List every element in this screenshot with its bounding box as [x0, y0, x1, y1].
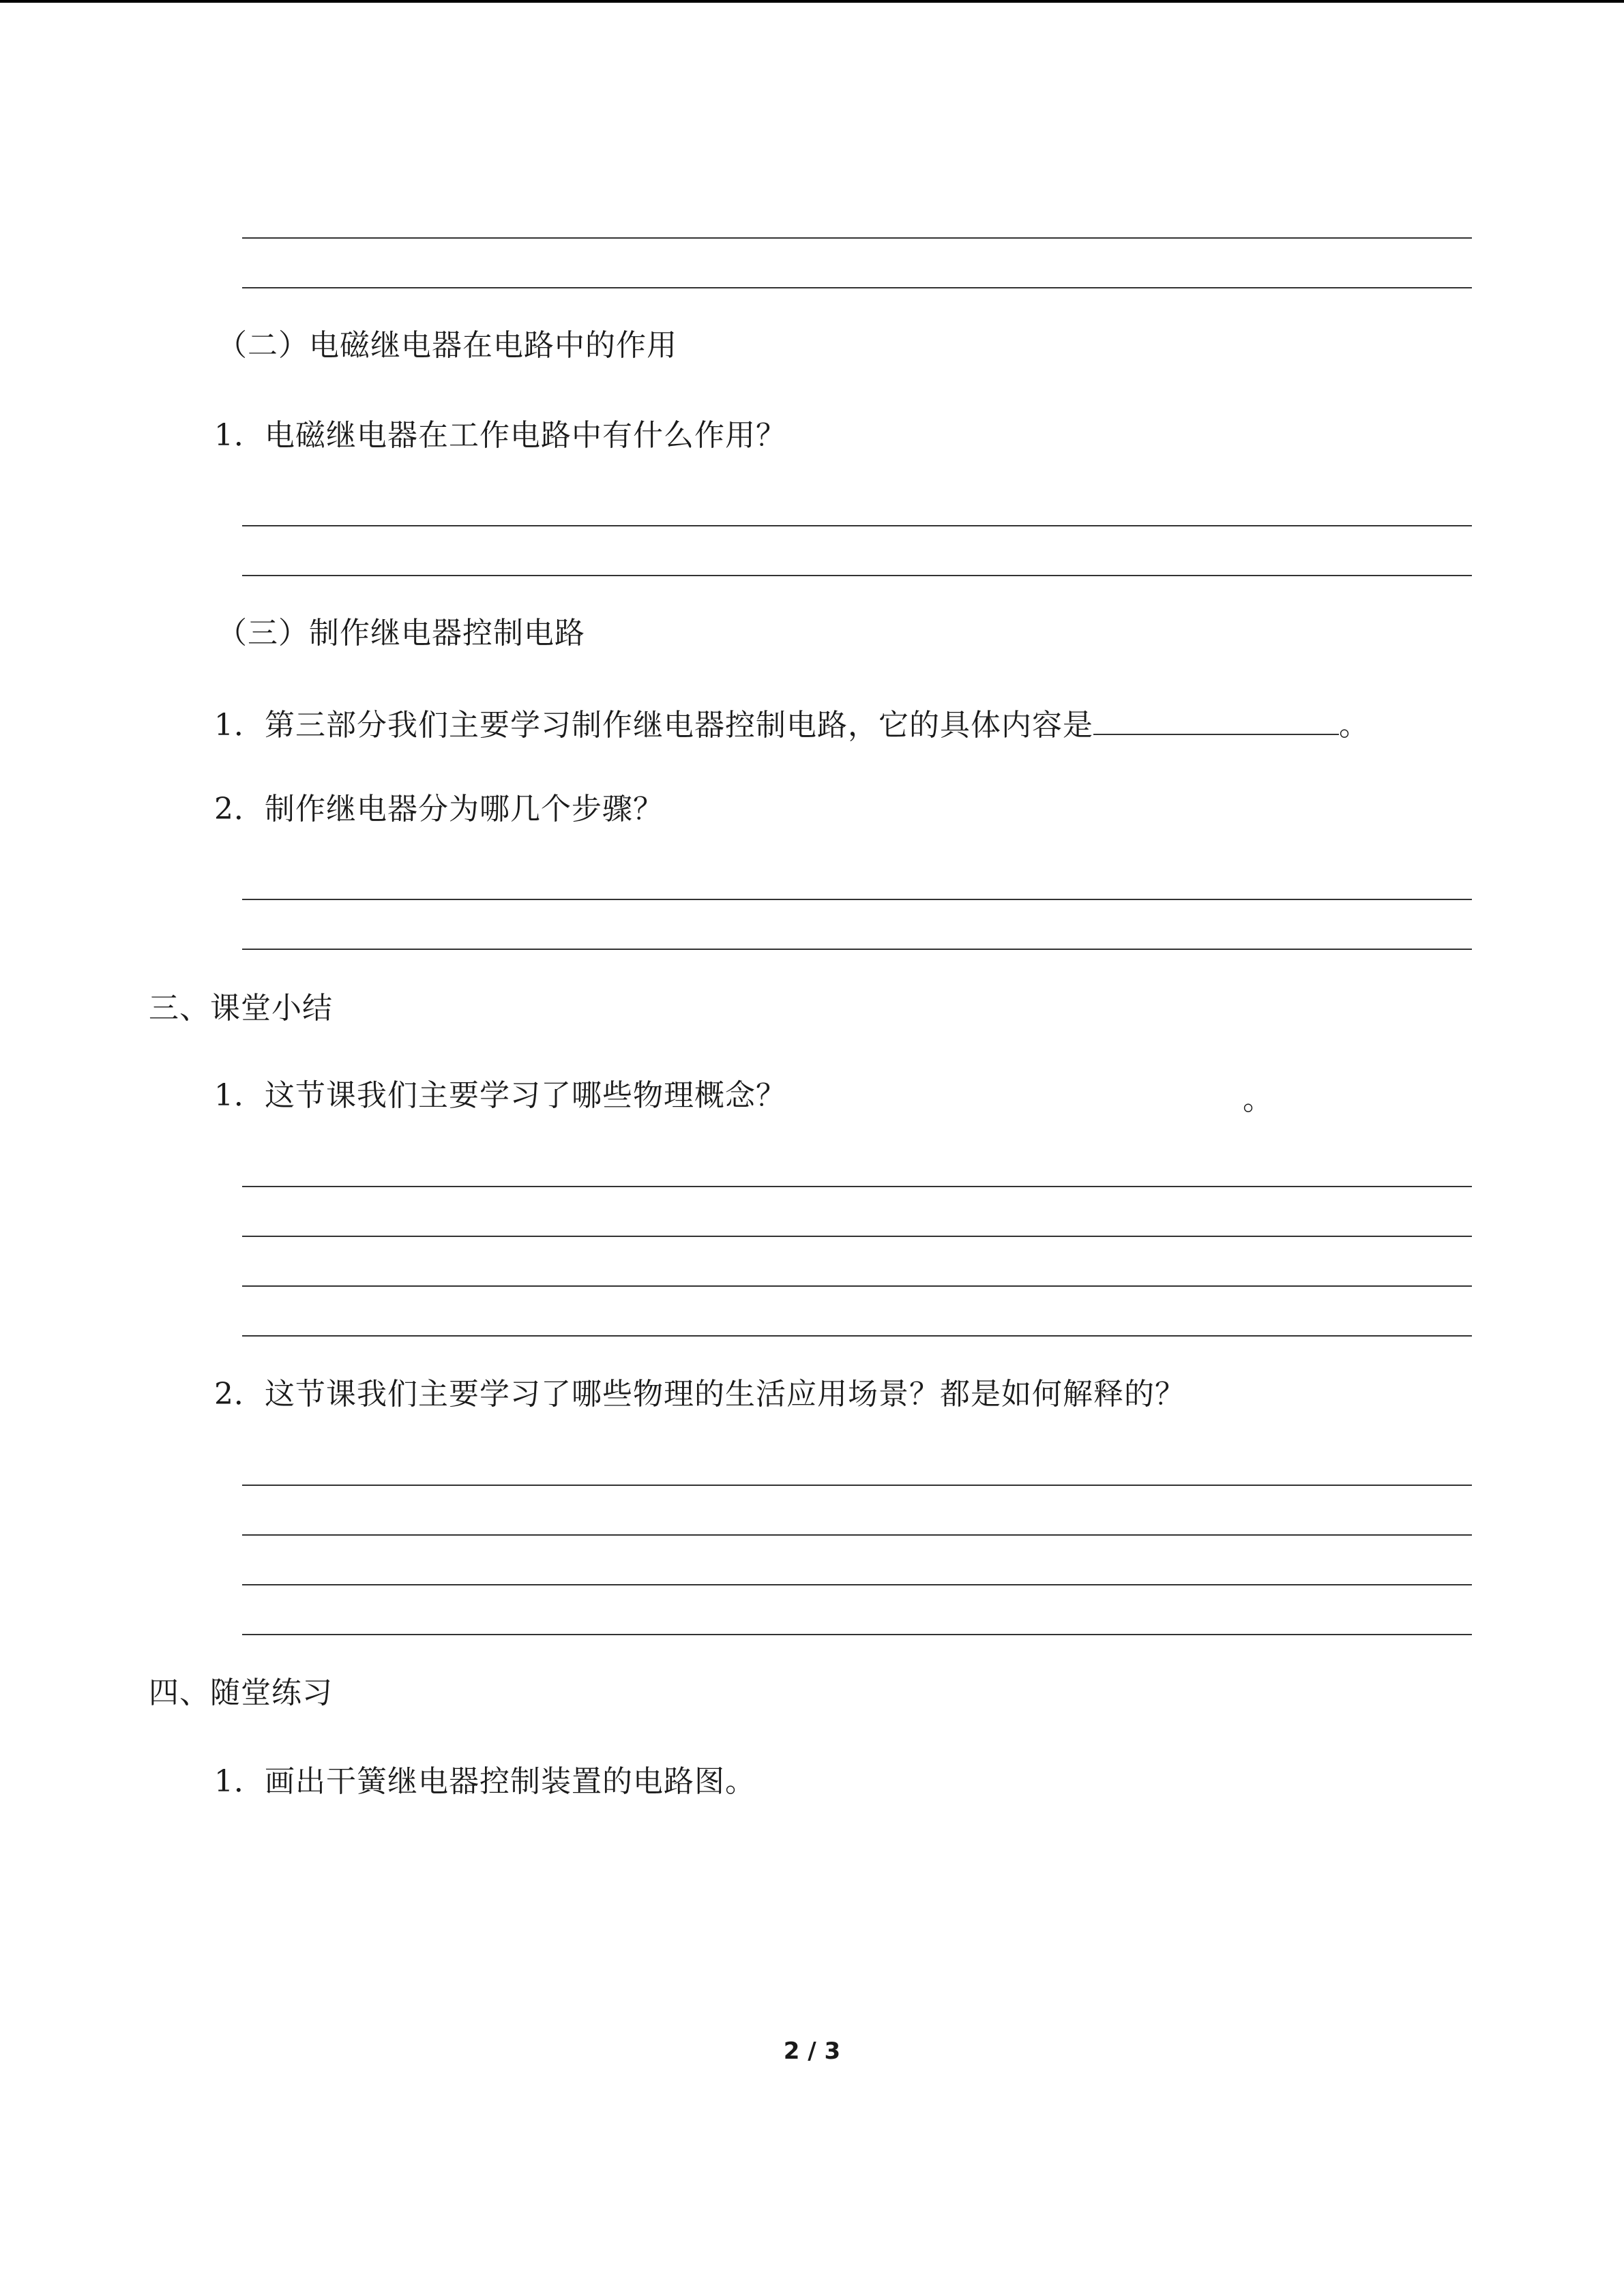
page-number: 2 / 3 [783, 2038, 841, 2065]
answer-line[interactable] [242, 1534, 1472, 1536]
answer-line[interactable] [242, 899, 1472, 900]
stray-period: 。 [1243, 1082, 1273, 1117]
question-text: 2．这节课我们主要学习了哪些物理的生活应用场景？都是如何解释的？ [214, 1377, 1185, 1412]
question-text-end: 。 [1339, 708, 1370, 743]
section-heading-3: 三、课堂小结 [149, 991, 333, 1026]
question-text-body: 1．第三部分我们主要学习制作继电器控制电路，它的具体内容是 [214, 708, 1093, 743]
section-heading-2-3: （三）制作继电器控制电路 [217, 616, 585, 651]
answer-line[interactable] [242, 287, 1472, 288]
answer-line[interactable] [242, 1634, 1472, 1635]
answer-line[interactable] [242, 1584, 1472, 1585]
question-text: 1．这节课我们主要学习了哪些物理概念？ [214, 1078, 786, 1113]
answer-line[interactable] [242, 575, 1472, 576]
question-text: 1．画出干簧继电器控制装置的电路图。 [214, 1764, 756, 1799]
answer-line[interactable] [242, 1335, 1472, 1337]
question-text: 2．制作继电器分为哪几个步骤？ [214, 792, 664, 826]
answer-line[interactable] [242, 949, 1472, 950]
section-heading-2-2: （二）电磁继电器在电路中的作用 [217, 328, 677, 363]
answer-line[interactable] [242, 237, 1472, 239]
fill-in-blank[interactable] [1093, 704, 1339, 735]
answer-line[interactable] [242, 1485, 1472, 1486]
answer-line[interactable] [242, 525, 1472, 526]
section-heading-4: 四、随堂练习 [149, 1675, 333, 1710]
question-text [214, 704, 1370, 744]
answer-line[interactable] [242, 1236, 1472, 1237]
answer-line[interactable] [242, 1186, 1472, 1187]
question-text: 1．电磁继电器在工作电路中有什么作用？ [214, 418, 786, 453]
page-top-border [0, 0, 1624, 3]
answer-line[interactable] [242, 1285, 1472, 1287]
